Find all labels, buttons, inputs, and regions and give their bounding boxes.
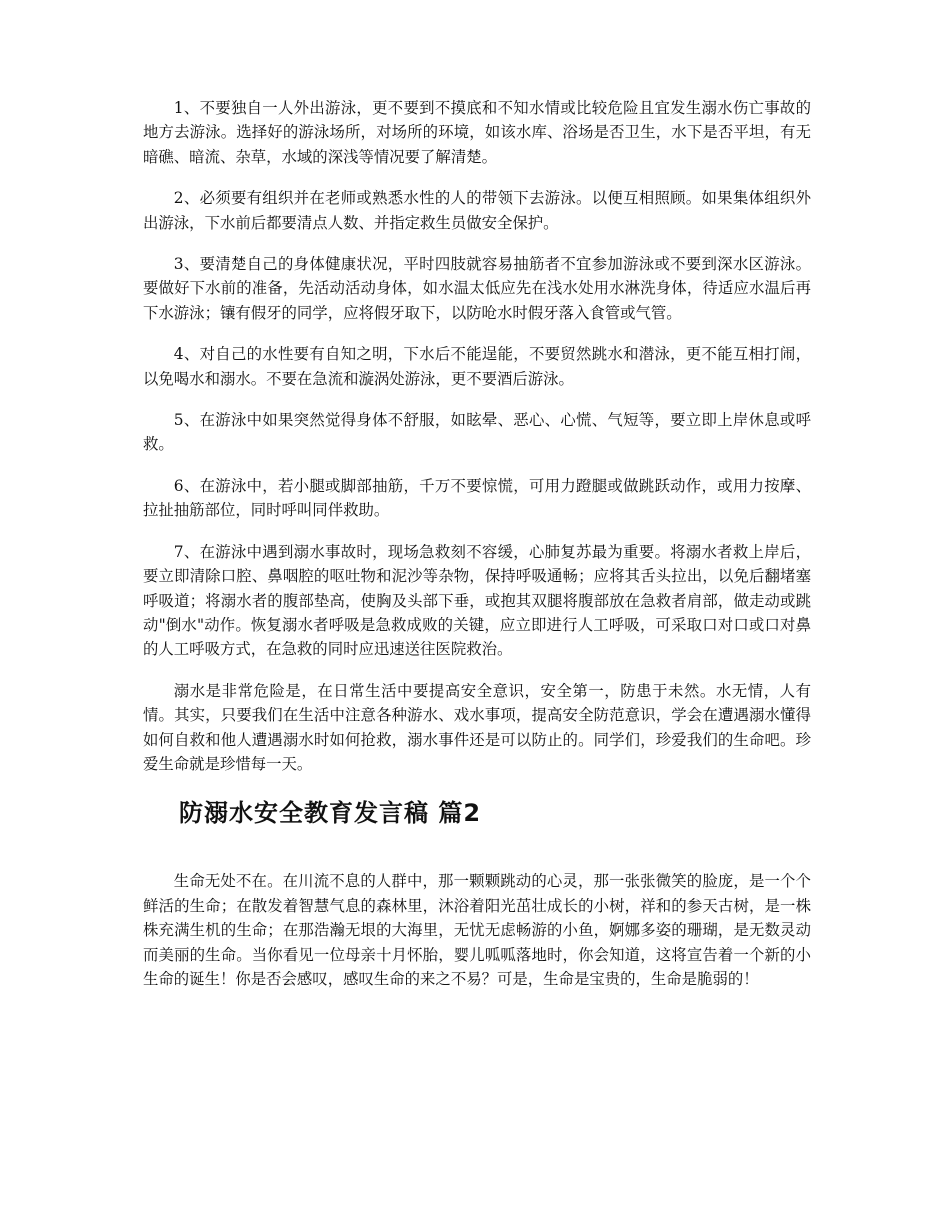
paragraph-conclusion: 溺水是非常危险是，在日常生活中要提高安全意识，安全第一，防患于未然。水无情，人有情。其实，只要我们在生活中注意各种游水、戏水事项，提高安全防范意识，学会在遭遇溺水懂得如何自救和他人遭遇溺水时如何抢救，溺水事件还是可以防止的。同学们，珍爱我们的生命吧。珍爱生命就是珍惜每一天。 xyxy=(143,681,811,773)
section-heading: 防溺水安全教育发言稿 篇2 xyxy=(179,799,482,828)
paragraph-rule-4: 4、对自己的水性要有自知之明，下水后不能逞能，不要贸然跳水和潜泳，更不能互相打闹，以免喝水和溺水。不要在急流和漩涡处游泳，更不要酒后游泳。 xyxy=(143,345,811,388)
paragraph-section2-intro: 生命无处不在。在川流不息的人群中，那一颗颗跳动的心灵，那一张张微笑的脸庞，是一个个鲜活的生命；在散发着智慧气息的森林里，沐浴着阳光茁壮成长的小树，祥和的参天古树，是一株株充满生机的生命；在那浩瀚无垠的大海里，无忧无虑畅游的小鱼，婀娜多姿的珊瑚，是无数灵动而美丽的生命。当你看见一位母亲十月怀胎，婴儿呱呱落地时，你会知道，这将宣告着一个新的小生命的诞生！你是否会感叹，感叹生命的来之不易？可是，生命是宝贵的，生命是脆弱的！ xyxy=(143,872,811,988)
paragraph-rule-2: 2、必须要有组织并在老师或熟悉水性的人的带领下去游泳。以便互相照顾。如果集体组织外出游泳，下水前后都要清点人数、并指定救生员做安全保护。 xyxy=(143,189,811,232)
paragraph-rule-3: 3、要清楚自己的身体健康状况，平时四肢就容易抽筋者不宜参加游泳或不要到深水区游泳。要做好下水前的准备，先活动活动身体，如水温太低应先在浅水处用水淋洗身体，待适应水温后再下水游泳；镶有假牙的同学，应将假牙取下，以防呛水时假牙落入食管或气管。 xyxy=(143,255,811,322)
document-page xyxy=(143,96,811,1008)
paragraph-rule-1: 1、不要独自一人外出游泳，更不要到不摸底和不知水情或比较危险且宜发生溺水伤亡事故的地方去游泳。选择好的游泳场所，对场所的环境，如该水库、浴场是否卫生，水下是否平坦，有无暗礁、暗流、杂草，水域的深浅等情况要了解清楚。 xyxy=(143,99,811,166)
paragraph-rule-7: 7、在游泳中遇到溺水事故时，现场急救刻不容缓，心肺复苏最为重要。将溺水者救上岸后，要立即清除口腔、鼻咽腔的呕吐物和泥沙等杂物，保持呼吸通畅；应将其舌头拉出，以免后翻堵塞呼吸道；将溺水者的腹部垫高，使胸及头部下垂，或抱其双腿将腹部放在急救者肩部，做走动或跳动"倒水"动作。恢复溺水者呼吸是急救成败的关键，应立即进行人工呼吸，可采取口对口或口对鼻的人工呼吸方式，在急救的同时应迅速送往医院救治。 xyxy=(143,542,811,659)
paragraph-rule-5: 5、在游泳中如果突然觉得身体不舒服，如眩晕、恶心、心慌、气短等，要立即上岸休息或呼救。 xyxy=(143,411,811,454)
paragraph-rule-6: 6、在游泳中，若小腿或脚部抽筋，千万不要惊慌，可用力蹬腿或做跳跃动作，或用力按摩、拉扯抽筋部位，同时呼叫同伴救助。 xyxy=(143,476,811,520)
